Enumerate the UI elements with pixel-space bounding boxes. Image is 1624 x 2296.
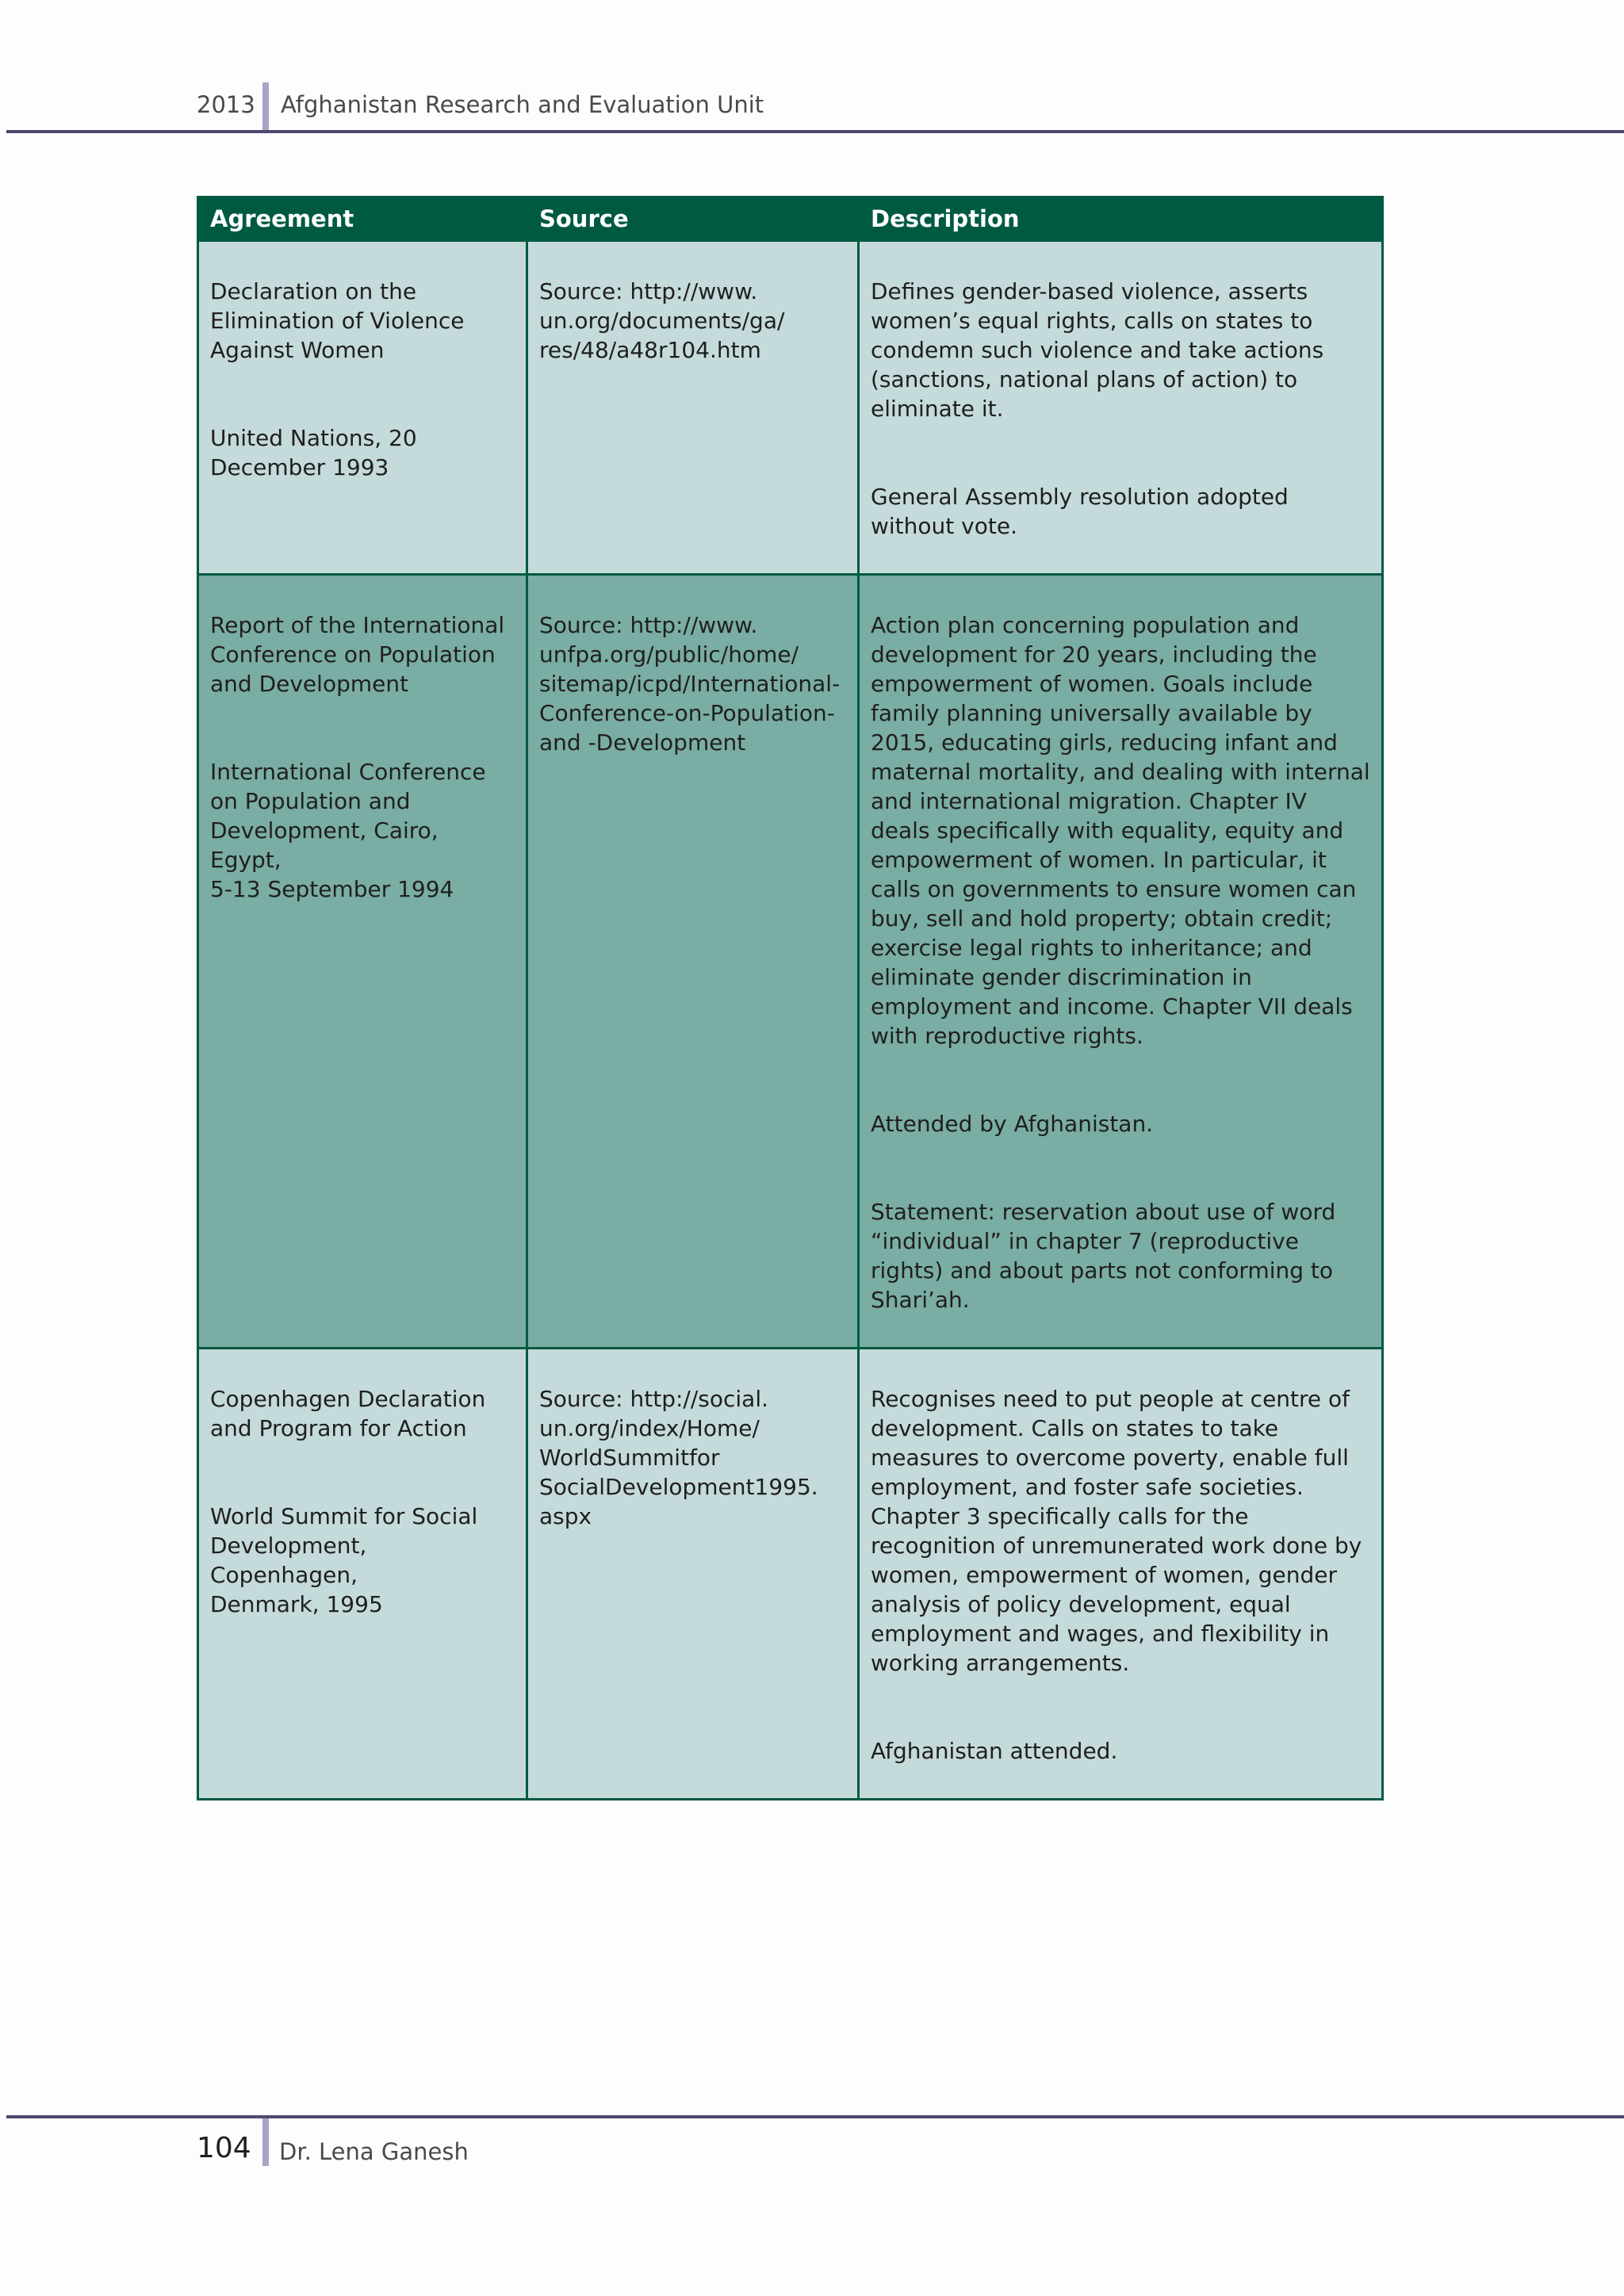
page-header (0, 0, 1624, 135)
page-number: 104 (197, 2132, 251, 2164)
table-row (198, 575, 1383, 1349)
source-link: Source: http://www. unfpa.org/public/home/ sitemap/icpd/International- Conference-on-Population- and -Development (539, 612, 841, 756)
source-link: Source: http://www. un.org/documents/ga/ res/48/a48r104.htm (539, 278, 785, 363)
column-header-description: Description (859, 197, 1383, 241)
agreement-cell (198, 241, 527, 575)
source-cell (527, 1349, 859, 1800)
agreement-cell (198, 1349, 527, 1800)
description-statement: Statement: reservation about use of word “individual” in chapter 7 (reproductive rights) and about parts not conforming to Shari’ah. (871, 1199, 1336, 1313)
description-note: General Assembly resolution adopted without vote. (871, 484, 1289, 539)
footer-rule (6, 2115, 1624, 2118)
table-row (198, 1349, 1383, 1800)
description-note: Attended by Afghanistan. (871, 1111, 1154, 1137)
header-title: Afghanistan Research and Evaluation Unit (281, 91, 764, 118)
description-note: Afghanistan attended. (871, 1738, 1118, 1764)
header-rule (6, 130, 1624, 133)
source-link: Source: http://social. un.org/index/Home/ WorldSummitfor SocialDevelopment1995. aspx (539, 1386, 818, 1529)
agreement-name: Declaration on the Elimination of Violence Against Women (210, 278, 465, 363)
description-text: Recognises need to put people at centre of development. Calls on states to take measures to overcome poverty, enable full employment, and foster safe societies. Chapter 3 specifically calls for the recognition of unremunerated work done by women, empowerment of women, gender analysis of policy development, equal employment and wages, and flexibility in working arrangements. (871, 1386, 1362, 1676)
description-cell (859, 575, 1383, 1349)
agreement-cell (198, 575, 527, 1349)
table-row (198, 241, 1383, 575)
source-cell (527, 241, 859, 575)
footer-author: Dr. Lena Ganesh (279, 2138, 469, 2165)
description-text: Action plan concerning population and development for 20 years, including the empowerment of women. Goals include family planning universally available by 2015, educating girls, reducing infant and maternal mortality, and dealing with internal and international migration. Chapter IV deals specifically with equality, equity and empowerment of women. In particular, it calls on governments to ensure women can buy, sell and hold property; obtain credit; exercise legal rights to inheritance; and eliminate gender discrimination in employment and income. Chapter VII deals with reproductive rights. (871, 612, 1370, 1049)
agreement-origin: International Conference on Population and Development, Cairo, Egypt, 5-13 September 1994 (210, 759, 486, 902)
description-cell (859, 1349, 1383, 1800)
source-cell (527, 575, 859, 1349)
agreement-origin: World Summit for Social Development, Copenhagen, Denmark, 1995 (210, 1503, 478, 1617)
agreement-name: Copenhagen Declaration and Program for Action (210, 1386, 486, 1441)
agreement-name: Report of the International Conference on Population and Development (210, 612, 505, 697)
header-accent-bar (262, 82, 269, 132)
table-header-row (198, 197, 1383, 241)
footer-accent-bar (262, 2118, 269, 2166)
column-header-source: Source (527, 197, 859, 241)
column-header-agreement: Agreement (198, 197, 527, 241)
agreement-origin: United Nations, 20 December 1993 (210, 425, 417, 480)
description-cell (859, 241, 1383, 575)
description-text: Defines gender-based violence, asserts women’s equal rights, calls on states to condemn such violence and take actions (sanctions, national plans of action) to eliminate it. (871, 278, 1324, 422)
agreements-table (197, 196, 1384, 1800)
header-year: 2013 (197, 91, 255, 118)
